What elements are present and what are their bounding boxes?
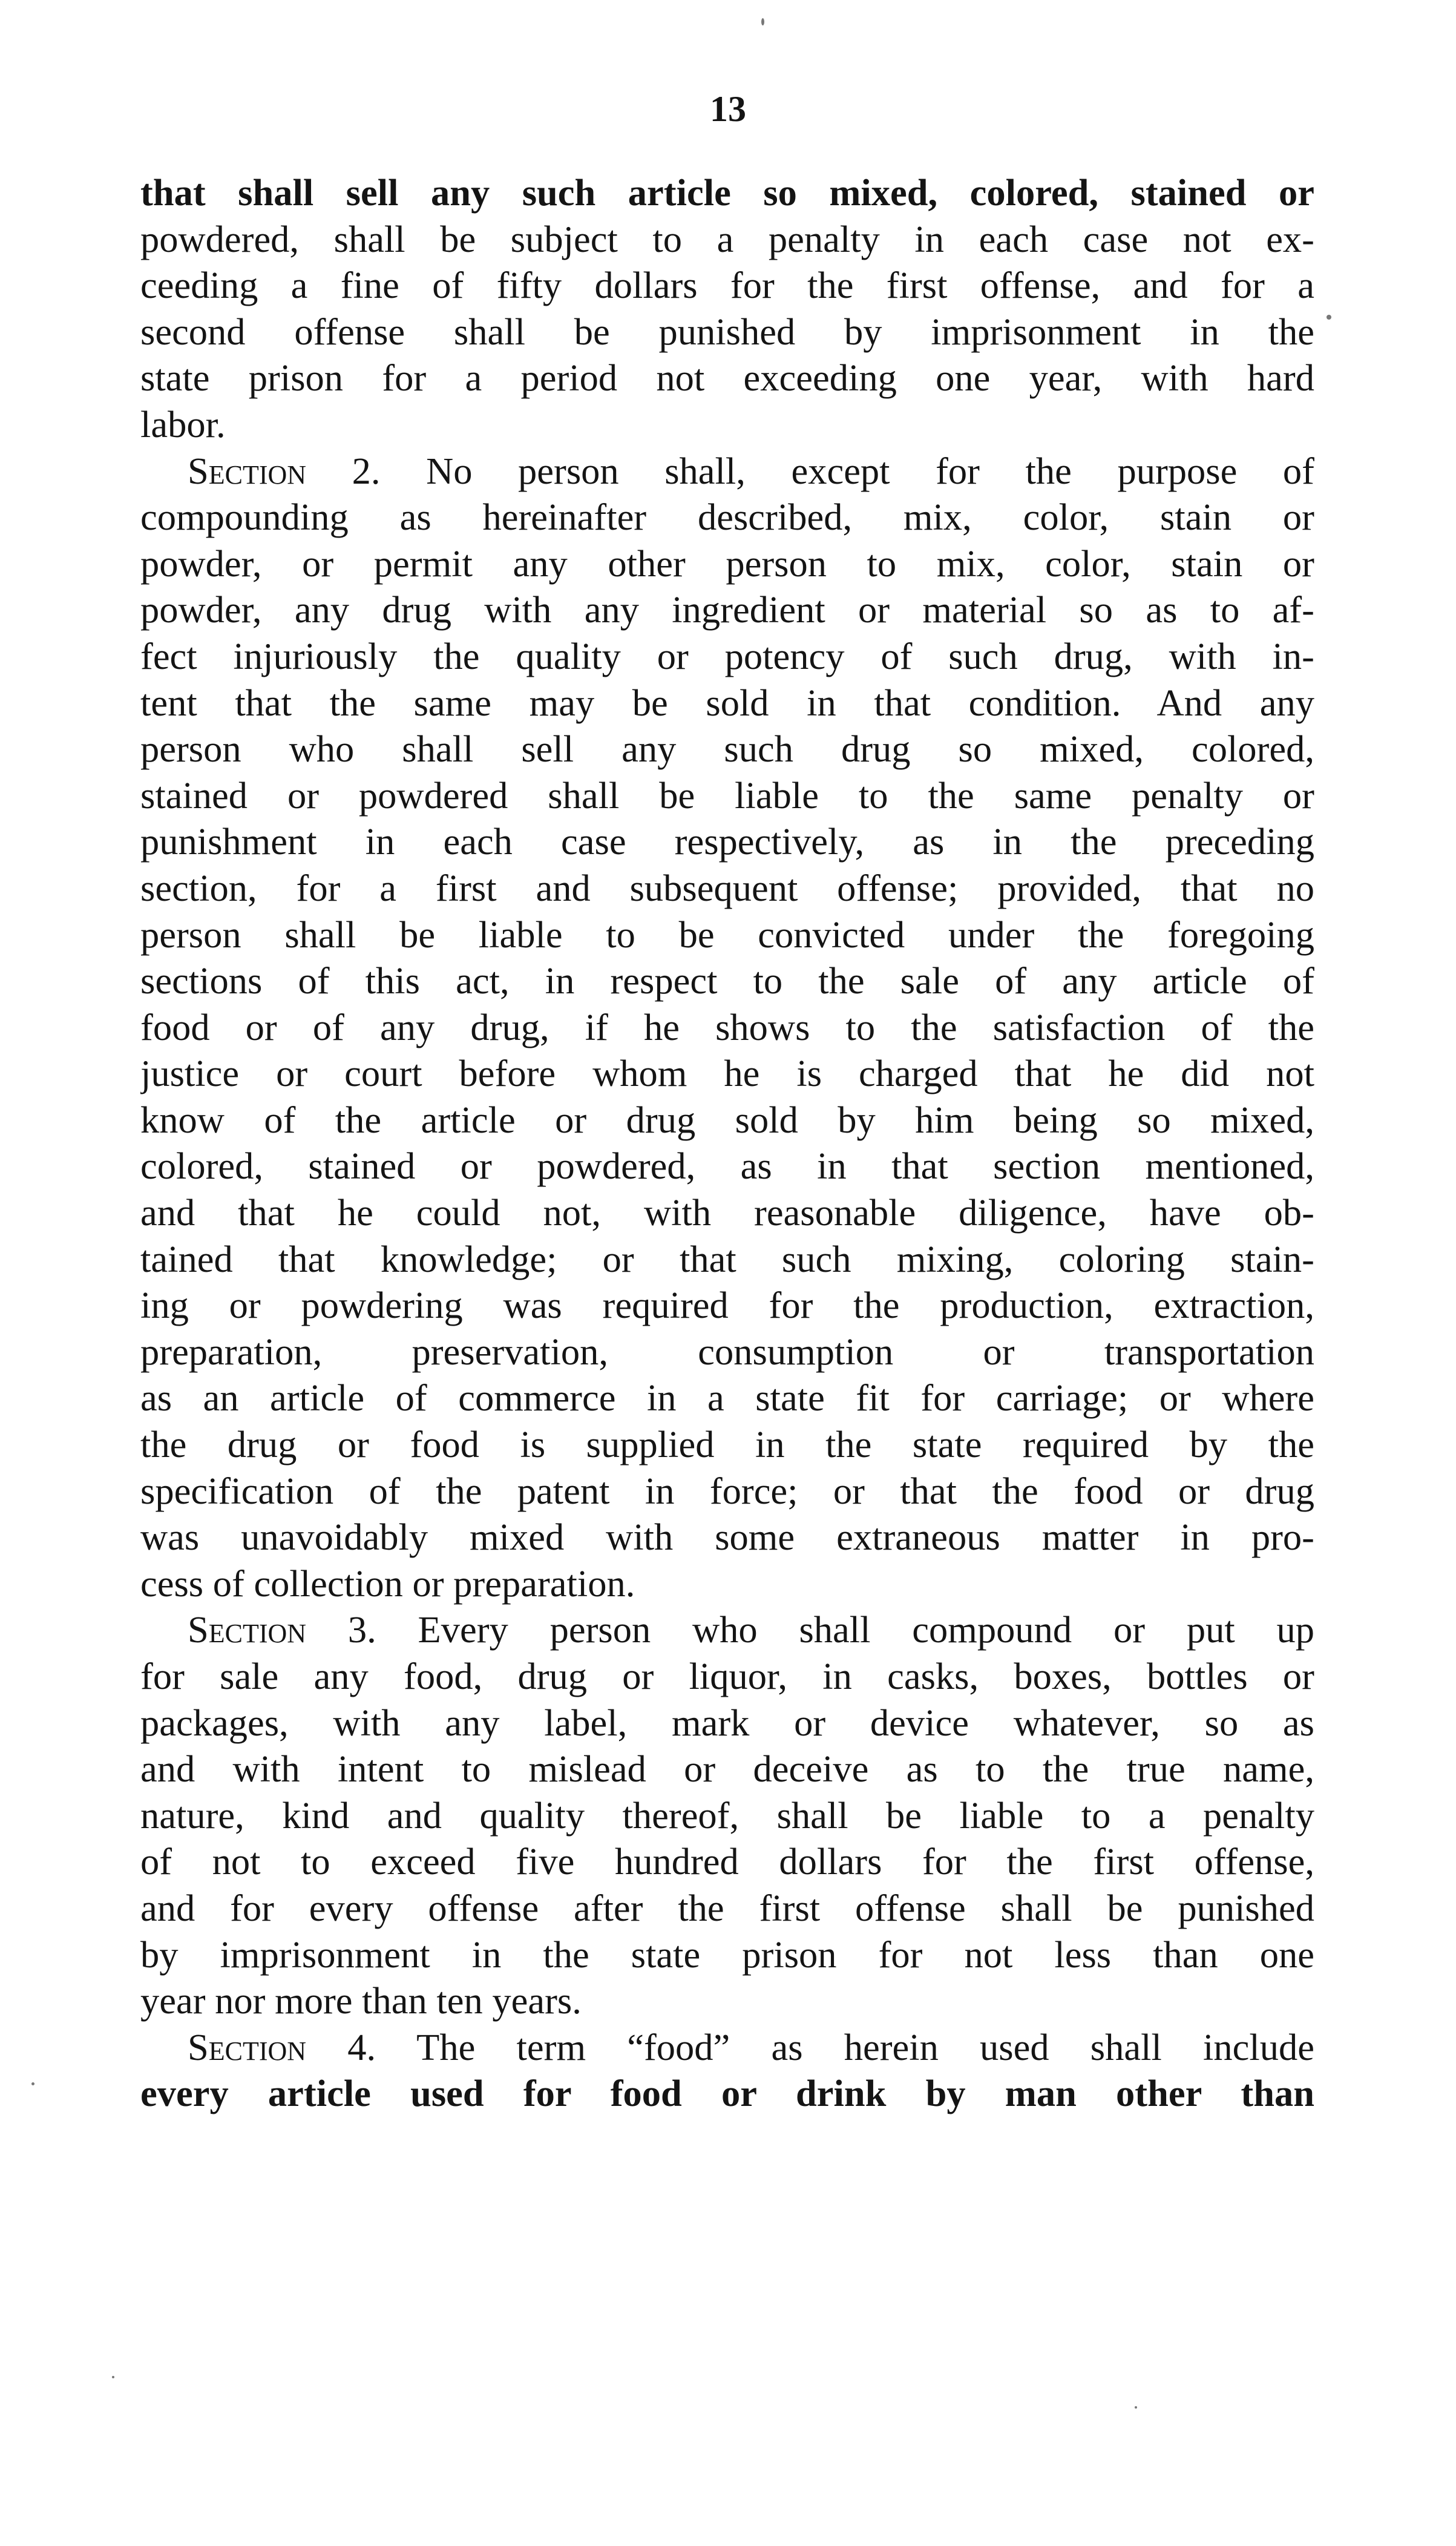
body-text — [140, 169, 1314, 2117]
line-text: ceeding a fine of fifty dollars for the first offense, and for a — [140, 264, 1314, 307]
text-line — [140, 2024, 1314, 2071]
line-text: and for every offense after the first offense shall be punished — [140, 1886, 1314, 1929]
scan-speck — [761, 18, 764, 25]
page-number: 13 — [710, 89, 746, 129]
line-text: Every person who shall compound or put up — [376, 1608, 1314, 1651]
line-text: person shall be liable to be convicted under the foregoing — [140, 913, 1314, 956]
line-text: tent that the same may be sold in that condition. And any — [140, 681, 1314, 724]
text-line — [140, 1607, 1314, 1653]
line-text: specification of the patent in force; or that the food or drug — [140, 1469, 1314, 1512]
text-line — [140, 1653, 1314, 1700]
text-line — [140, 309, 1314, 355]
text-line — [140, 1746, 1314, 1792]
text-line — [140, 1838, 1314, 1885]
line-text: as an article of commerce in a state fit for carriage; or where — [140, 1377, 1314, 1419]
line-text: section, for a first and subsequent offense; provided, that no — [140, 866, 1314, 909]
text-line — [140, 1189, 1314, 1236]
line-text: every article used for food or drink by man other than — [140, 2072, 1314, 2115]
line-text: No person shall, except for the purpose of — [380, 449, 1314, 492]
line-text: punishment in each case respectively, as in the preceding — [140, 820, 1314, 863]
text-line — [140, 1561, 1314, 1607]
line-text: and with intent to mislead or deceive as to the true name, — [140, 1748, 1314, 1791]
line-text: The term “food” as herein used shall include — [376, 2025, 1314, 2068]
text-line — [140, 401, 1314, 448]
line-text: compounding as hereinafter described, mix, color, stain or — [140, 496, 1314, 539]
line-text: of not to exceed five hundred dollars for the first offense, — [140, 1840, 1314, 1883]
text-line — [140, 1097, 1314, 1143]
line-text: second offense shall be punished by imprisonment in the — [140, 310, 1314, 353]
section-label: Section 2. — [188, 449, 381, 492]
scan-speck — [1326, 315, 1331, 320]
text-line — [140, 1885, 1314, 1932]
text-line — [140, 355, 1314, 401]
line-text: the drug or food is supplied in the state required by the — [140, 1423, 1314, 1466]
text-line — [140, 1468, 1314, 1515]
text-line — [140, 633, 1314, 680]
line-text: state prison for a period not exceeding one year, with hard — [140, 357, 1314, 400]
text-line — [140, 587, 1314, 633]
section-label: Section 3. — [188, 1608, 376, 1651]
text-line — [140, 1236, 1314, 1283]
scan-speck — [1135, 2406, 1137, 2409]
text-line — [140, 1004, 1314, 1051]
text-line — [140, 494, 1314, 541]
text-line — [140, 541, 1314, 587]
line-text: year nor more than ten years. — [140, 1979, 582, 2022]
line-text: cess of collection or preparation. — [140, 1562, 635, 1605]
text-line — [140, 958, 1314, 1004]
line-text: person who shall sell any such drug so mixed, colored, — [140, 728, 1314, 771]
text-line — [140, 169, 1314, 216]
text-line — [140, 1421, 1314, 1468]
text-line — [140, 818, 1314, 865]
text-line — [140, 726, 1314, 772]
text-line — [140, 1282, 1314, 1329]
text-line — [140, 1792, 1314, 1839]
line-text: know of the article or drug sold by him being so mixed, — [140, 1098, 1314, 1141]
line-text: colored, stained or powdered, as in that section mentioned, — [140, 1145, 1314, 1188]
section-label: Section 4. — [188, 2025, 376, 2068]
line-text: food or of any drug, if he shows to the satisfaction of the — [140, 1005, 1314, 1048]
line-text: ing or powdering was required for the production, extraction, — [140, 1284, 1314, 1327]
text-line — [140, 1932, 1314, 1978]
text-line — [140, 448, 1314, 495]
scan-speck — [31, 2082, 34, 2085]
text-line — [140, 216, 1314, 263]
line-text: tained that knowledge; or that such mixing, coloring stain- — [140, 1237, 1314, 1280]
line-text: powder, or permit any other person to mix, color, stain or — [140, 542, 1314, 585]
text-line — [140, 1375, 1314, 1421]
line-text: packages, with any label, mark or device whatever, so as — [140, 1701, 1314, 1744]
text-line — [140, 912, 1314, 958]
line-text: was unavoidably mixed with some extraneous matter in pro- — [140, 1516, 1314, 1559]
line-text: labor. — [140, 403, 226, 446]
line-text: justice or court before whom he is charged that he did not — [140, 1052, 1314, 1095]
text-line — [140, 262, 1314, 309]
line-text: by imprisonment in the state prison for not less than one — [140, 1933, 1314, 1976]
line-text: powder, any drug with any ingredient or material so as to af- — [140, 588, 1314, 631]
line-text: sections of this act, in respect to the sale of any article of — [140, 959, 1314, 1002]
line-text: that shall sell any such article so mixed, colored, stained or — [140, 171, 1314, 214]
line-text: nature, kind and quality thereof, shall be liable to a penalty — [140, 1794, 1314, 1837]
text-line — [140, 1514, 1314, 1561]
text-line — [140, 865, 1314, 912]
line-text: stained or powdered shall be liable to the same penalty or — [140, 774, 1314, 817]
line-text: preparation, preservation, consumption or transportation — [140, 1330, 1314, 1373]
text-line — [140, 1329, 1314, 1375]
text-line — [140, 2070, 1314, 2117]
line-text: and that he could not, with reasonable diligence, have ob- — [140, 1191, 1314, 1234]
text-line — [140, 680, 1314, 726]
text-line — [140, 1978, 1314, 2024]
text-line — [140, 1700, 1314, 1746]
text-line — [140, 1050, 1314, 1097]
scan-speck — [112, 2376, 114, 2378]
line-text: for sale any food, drug or liquor, in casks, boxes, bottles or — [140, 1655, 1314, 1697]
text-line — [140, 772, 1314, 819]
line-text: fect injuriously the quality or potency of such drug, with in- — [140, 634, 1314, 677]
text-line — [140, 1143, 1314, 1189]
line-text: powdered, shall be subject to a penalty in each case not ex- — [140, 217, 1314, 260]
